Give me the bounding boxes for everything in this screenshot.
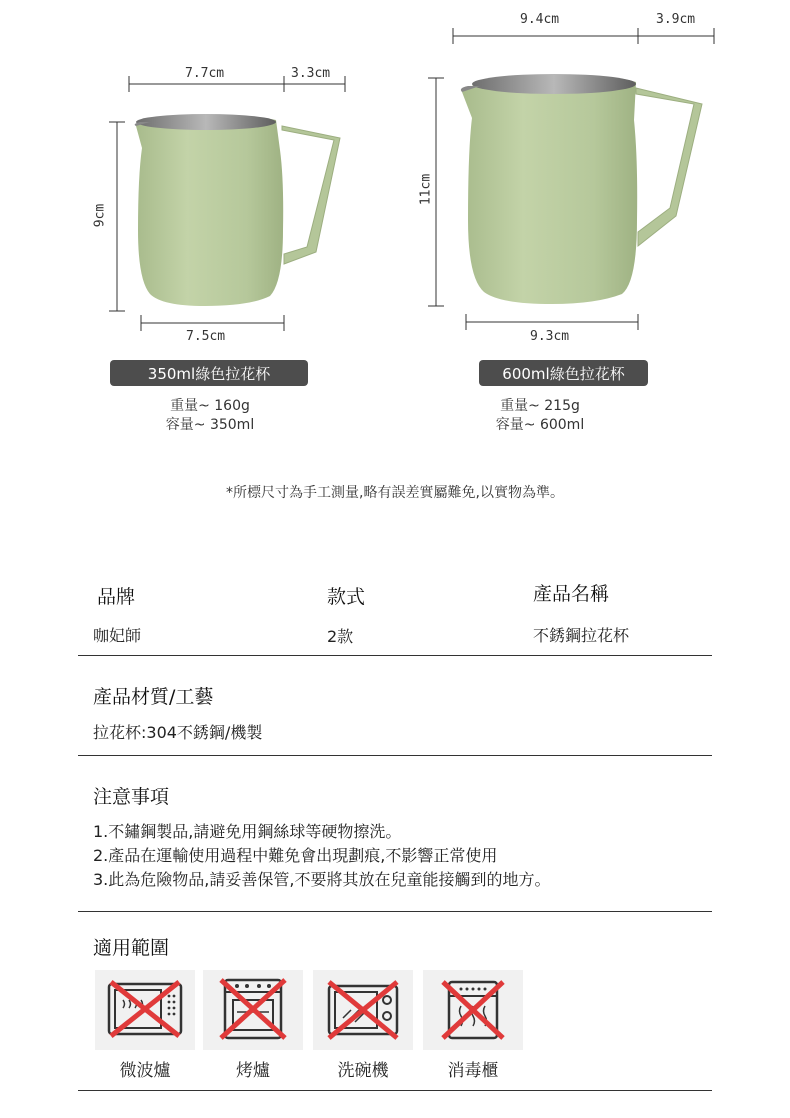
oven-icon	[203, 970, 303, 1050]
microwave-icon	[95, 970, 195, 1050]
product-name-header: 產品名稱	[533, 583, 610, 605]
brand-header: 品牌	[97, 586, 136, 608]
usage-item-microwave	[95, 970, 195, 1081]
divider	[78, 655, 712, 656]
material-title: 產品材質/工藝	[93, 686, 214, 708]
large-capacity: 容量~ 600ml	[495, 417, 585, 433]
product-name-value: 不銹鋼拉花杯	[533, 626, 630, 645]
small-top-body-dim: 7.7cm	[185, 66, 225, 81]
caution-line: 3.此為危險物品,請妥善保管,不要將其放在兒童能接觸到的地方。	[93, 870, 551, 889]
large-product-badge: 600ml綠色拉花杯	[479, 360, 648, 386]
large-top-handle-dim: 3.9cm	[656, 12, 696, 27]
large-bottom-dim: 9.3cm	[530, 329, 570, 344]
measurement-note: *所標尺寸為手工測量,略有誤差實屬難免,以實物為準。	[226, 485, 564, 501]
style-value: 2款	[327, 627, 354, 646]
small-height-dim: 9cm	[92, 203, 108, 228]
small-top-handle-dim: 3.3cm	[291, 66, 331, 81]
style-header: 款式	[327, 586, 366, 608]
usage-title: 適用範圍	[93, 937, 170, 959]
brand-value: 咖妃師	[93, 626, 142, 645]
usage-label: 微波爐	[119, 1061, 171, 1081]
caution-line: 2.產品在運輸使用過程中難免會出現劃痕,不影響正常使用	[93, 846, 498, 865]
small-capacity: 容量~ 350ml	[165, 417, 255, 433]
small-bottom-dim: 7.5cm	[186, 329, 226, 344]
small-product-specs	[140, 397, 280, 435]
caution-line: 1.不鏽鋼製品,請避免用鋼絲球等硬物擦洗。	[93, 822, 402, 841]
dishwasher-icon	[313, 970, 413, 1050]
usage-label: 消毒櫃	[447, 1061, 499, 1081]
caution-title: 注意事項	[93, 786, 170, 808]
sterilizer-icon	[423, 970, 523, 1050]
large-weight: 重量~ 215g	[500, 398, 580, 414]
usage-item-oven	[203, 970, 303, 1081]
usage-label: 烤爐	[236, 1061, 270, 1081]
divider	[78, 911, 712, 912]
small-weight: 重量~ 160g	[170, 398, 250, 414]
large-top-body-dim: 9.4cm	[520, 12, 560, 27]
small-product-badge: 350ml綠色拉花杯	[110, 360, 308, 386]
large-height-dim: 11cm	[418, 173, 434, 206]
small-pitcher	[135, 114, 340, 306]
caution-list	[93, 820, 550, 892]
divider	[78, 755, 712, 756]
usage-item-sterilizer	[423, 970, 523, 1081]
material-text: 拉花杯:304不銹鋼/機製	[93, 723, 263, 742]
large-pitcher	[461, 74, 702, 304]
usage-item-dishwasher	[313, 970, 413, 1081]
large-product-specs	[470, 397, 610, 435]
usage-label: 洗碗機	[337, 1061, 389, 1081]
divider	[78, 1090, 712, 1091]
